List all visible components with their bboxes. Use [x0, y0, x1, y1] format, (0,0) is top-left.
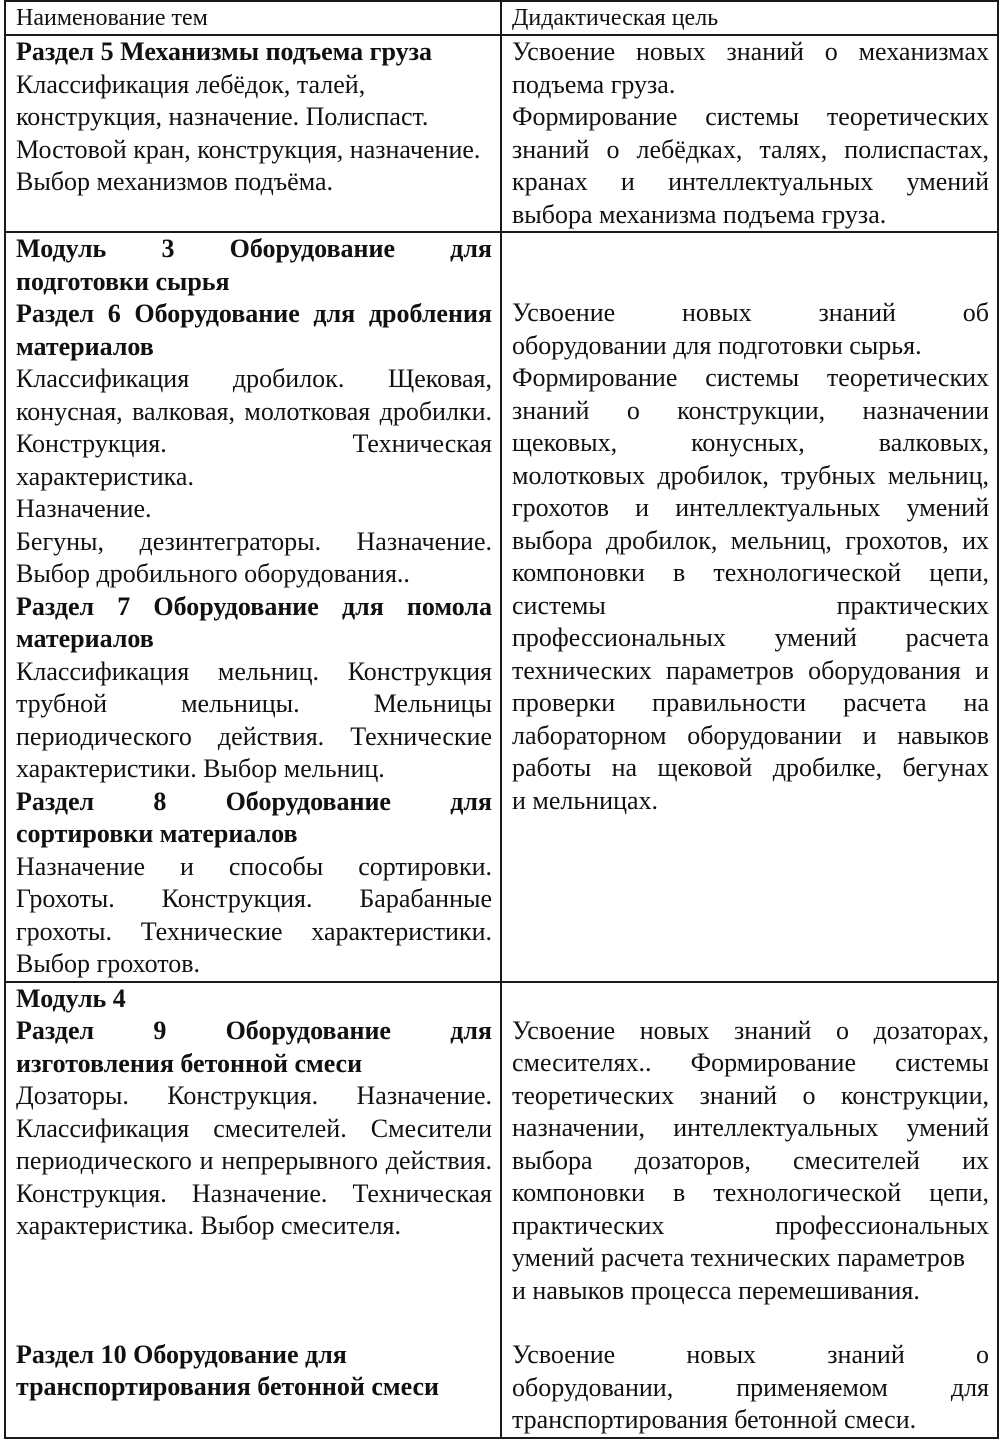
text-line: периодического и непрерывного действия. [16, 1146, 492, 1175]
text-line: и навыков процесса перемешивания. [512, 1275, 920, 1305]
text-line: Усвоение новых знаний о [512, 1340, 989, 1369]
header-goal-label: Дидактическая цель [512, 5, 719, 31]
text-line: грохоты. Технические характеристики. [16, 916, 492, 946]
goal-text [502, 36, 997, 231]
header-cell-goal [501, 1, 998, 35]
blank-line [512, 233, 989, 265]
text-line: кранах и интеллектуальных умений [512, 167, 989, 196]
blank-line [16, 1243, 492, 1275]
goal-cell [501, 982, 998, 1438]
table-row [5, 232, 998, 982]
section-heading: Модуль 3 Оборудование для [16, 234, 492, 263]
text-line: характеристика. Выбор смесителя. [16, 1211, 401, 1240]
text-line: подъема груза. [512, 69, 676, 99]
text-line: выбора дозаторов, смесителей их [512, 1145, 989, 1175]
section-heading: Модуль 4 [16, 983, 126, 1013]
header-topics-label: Наименование тем [16, 5, 208, 31]
section-heading: Раздел 8 Оборудование для [16, 786, 492, 816]
text-line: и мельницах. [512, 785, 659, 815]
text-line: конусная, валковая, молотковая дробилки. [16, 396, 492, 426]
topic-cell [5, 982, 501, 1438]
blank-line [16, 1275, 492, 1307]
text-line: Конструкция. Назначение. Техническая [16, 1178, 492, 1208]
text-line: щековых, конусных, валковых, [512, 428, 989, 457]
table-row [5, 982, 998, 1438]
section-heading: материалов [16, 624, 154, 653]
text-line: оборудовании, применяемом для [512, 1372, 989, 1402]
text-line: Бегуны, дезинтеграторы. Назначение. [16, 526, 492, 556]
text-line: Классификация дробилок. Щековая, [16, 364, 492, 393]
text-line: Усвоение новых знаний о механизмах [512, 37, 989, 66]
goal-text [502, 233, 997, 817]
blank-line [512, 265, 989, 297]
text-line: Мостовой кран, конструкция, назначение. [16, 134, 481, 164]
text-line: Назначение и способы сортировки. [16, 851, 492, 881]
text-line: Формирование системы теоретических [512, 102, 989, 131]
goal-cell [501, 232, 998, 982]
section-heading: материалов [16, 331, 154, 361]
text-line: Классификация смесителей. Смесители [16, 1113, 492, 1143]
text-line: Грохоты. Конструкция. Барабанные [16, 884, 492, 913]
goal-text [502, 983, 997, 1437]
text-line: молотковых дробилок, трубных мельниц, [512, 460, 989, 490]
text-line: трубной мельницы. Мельницы [16, 689, 492, 718]
text-line: знаний о лебёдках, талях, полиспастах, [512, 134, 989, 164]
text-line: конструкция, назначение. Полиспаст. [16, 102, 429, 131]
topic-text [6, 36, 500, 199]
text-line: умений расчета технических параметров [512, 1243, 965, 1272]
text-line: лабораторном оборудовании и навыков [512, 720, 989, 750]
section-heading: подготовки сырья [16, 266, 230, 296]
text-line: работы на щековой дробилке, бегунах [512, 753, 989, 782]
text-line: Классификация лебёдок, талей, [16, 69, 366, 99]
text-line: технических параметров оборудования и [512, 655, 989, 685]
topic-cell [5, 35, 501, 232]
header-cell-topics [5, 1, 501, 35]
blank-line [512, 983, 989, 1015]
text-line: Выбор грохотов. [16, 949, 201, 978]
table-row [5, 35, 998, 232]
text-line: теоретических знаний о конструкции, [512, 1080, 989, 1110]
section-heading: изготовления бетонной смеси [16, 1048, 363, 1078]
text-line: назначении, интеллектуальных умений [512, 1113, 989, 1142]
text-line: выбора дробилок, мельниц, грохотов, их [512, 525, 989, 555]
text-line: проверки правильности расчета на [512, 688, 989, 717]
section-heading: Раздел 10 Оборудование для [16, 1339, 347, 1369]
text-line: периодического действия. Технические [16, 721, 492, 751]
curriculum-table [4, 0, 999, 1439]
section-heading: Раздел 7 Оборудование для помола [16, 591, 492, 621]
topic-cell [5, 232, 501, 982]
section-heading: Раздел 6 Оборудование для дробления [16, 299, 492, 328]
text-line: Выбор дробильного оборудования.. [16, 559, 410, 588]
section-heading: Раздел 9 Оборудование для [16, 1016, 492, 1045]
blank-line [512, 1307, 989, 1339]
text-line: выбора механизма подъема груза. [512, 199, 887, 229]
text-line: Конструкция. Техническая характеристика. [16, 429, 492, 491]
text-line: системы практических [512, 590, 989, 620]
text-line: Усвоение новых знаний об [512, 298, 989, 327]
section-heading: сортировки материалов [16, 819, 298, 848]
topic-text [6, 983, 500, 1404]
text-line: компоновки в технологической цепи, [512, 558, 989, 587]
text-line: профессиональных умений расчета [512, 623, 989, 652]
text-line: Дозаторы. Конструкция. Назначение. [16, 1081, 492, 1110]
text-line: характеристики. Выбор мельниц. [16, 754, 385, 783]
section-heading: Раздел 5 Механизмы подъема груза [16, 37, 433, 66]
text-line: смесителях.. Формирование системы [512, 1048, 989, 1077]
table-header-row [5, 1, 998, 35]
text-line: знаний о конструкции, назначении [512, 395, 989, 425]
blank-line [16, 1307, 492, 1339]
goal-cell [501, 35, 998, 232]
text-line: грохотов и интеллектуальных умений [512, 493, 989, 522]
section-heading: транспортирования бетонной смеси [16, 1372, 439, 1401]
text-line: Формирование системы теоретических [512, 363, 989, 392]
text-line: практических профессиональных [512, 1210, 989, 1240]
text-line: оборудовании для подготовки сырья. [512, 330, 922, 360]
text-line: Выбор механизмов подъёма. [16, 167, 334, 196]
text-line: Классификация мельниц. Конструкция [16, 656, 492, 686]
text-line: Усвоение новых знаний о дозаторах, [512, 1015, 989, 1045]
topic-text [6, 233, 500, 981]
text-line: компоновки в технологической цепи, [512, 1178, 989, 1207]
text-line: транспортирования бетонной смеси. [512, 1405, 917, 1434]
text-line: Назначение. [16, 494, 152, 523]
